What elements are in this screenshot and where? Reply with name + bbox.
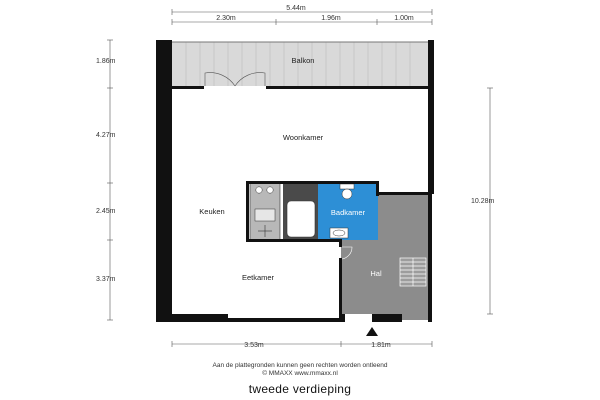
staircase: [400, 258, 426, 286]
hall-step: [402, 306, 429, 320]
room-label-eetkamer: Eetkamer: [241, 273, 275, 282]
bathtub: [283, 183, 318, 240]
room-label-keuken: Keuken: [199, 207, 225, 216]
entrance-arrow-icon: [366, 327, 378, 336]
room-label-badkamer: Badkamer: [330, 208, 366, 217]
dim-top-total: 5.44m: [286, 5, 306, 12]
dim-top-1: 2.30m: [216, 15, 236, 22]
dim-left-3: 2.45m: [96, 208, 116, 215]
disclaimer-line-1: Aan de plattegronden kunnen geen rechten worden ontleend: [212, 362, 388, 369]
room-label-balkon: Balkon: [291, 56, 315, 65]
kitchen-counter: [250, 183, 280, 240]
dim-top-2: 1.96m: [321, 15, 341, 22]
dim-left-2: 4.27m: [96, 132, 116, 139]
dim-left-1: 1.86m: [96, 58, 116, 65]
dim-left-4: 3.37m: [96, 276, 116, 283]
dim-bottom-2: 1.81m: [371, 342, 391, 349]
room-label-woonkamer: Woonkamer: [282, 133, 324, 142]
dim-bottom-1: 3.53m: [244, 342, 264, 349]
bottom-dimensions: [172, 341, 432, 347]
floor-title: tweede verdieping: [248, 382, 352, 396]
sink: [330, 228, 348, 238]
disclaimer-line-2: © MMAXX www.mmaxx.nl: [262, 370, 338, 377]
dim-right-total: 10.28m: [471, 198, 495, 205]
room-label-hal: Hal: [370, 269, 382, 278]
dim-top-3: 1.00m: [394, 15, 414, 22]
